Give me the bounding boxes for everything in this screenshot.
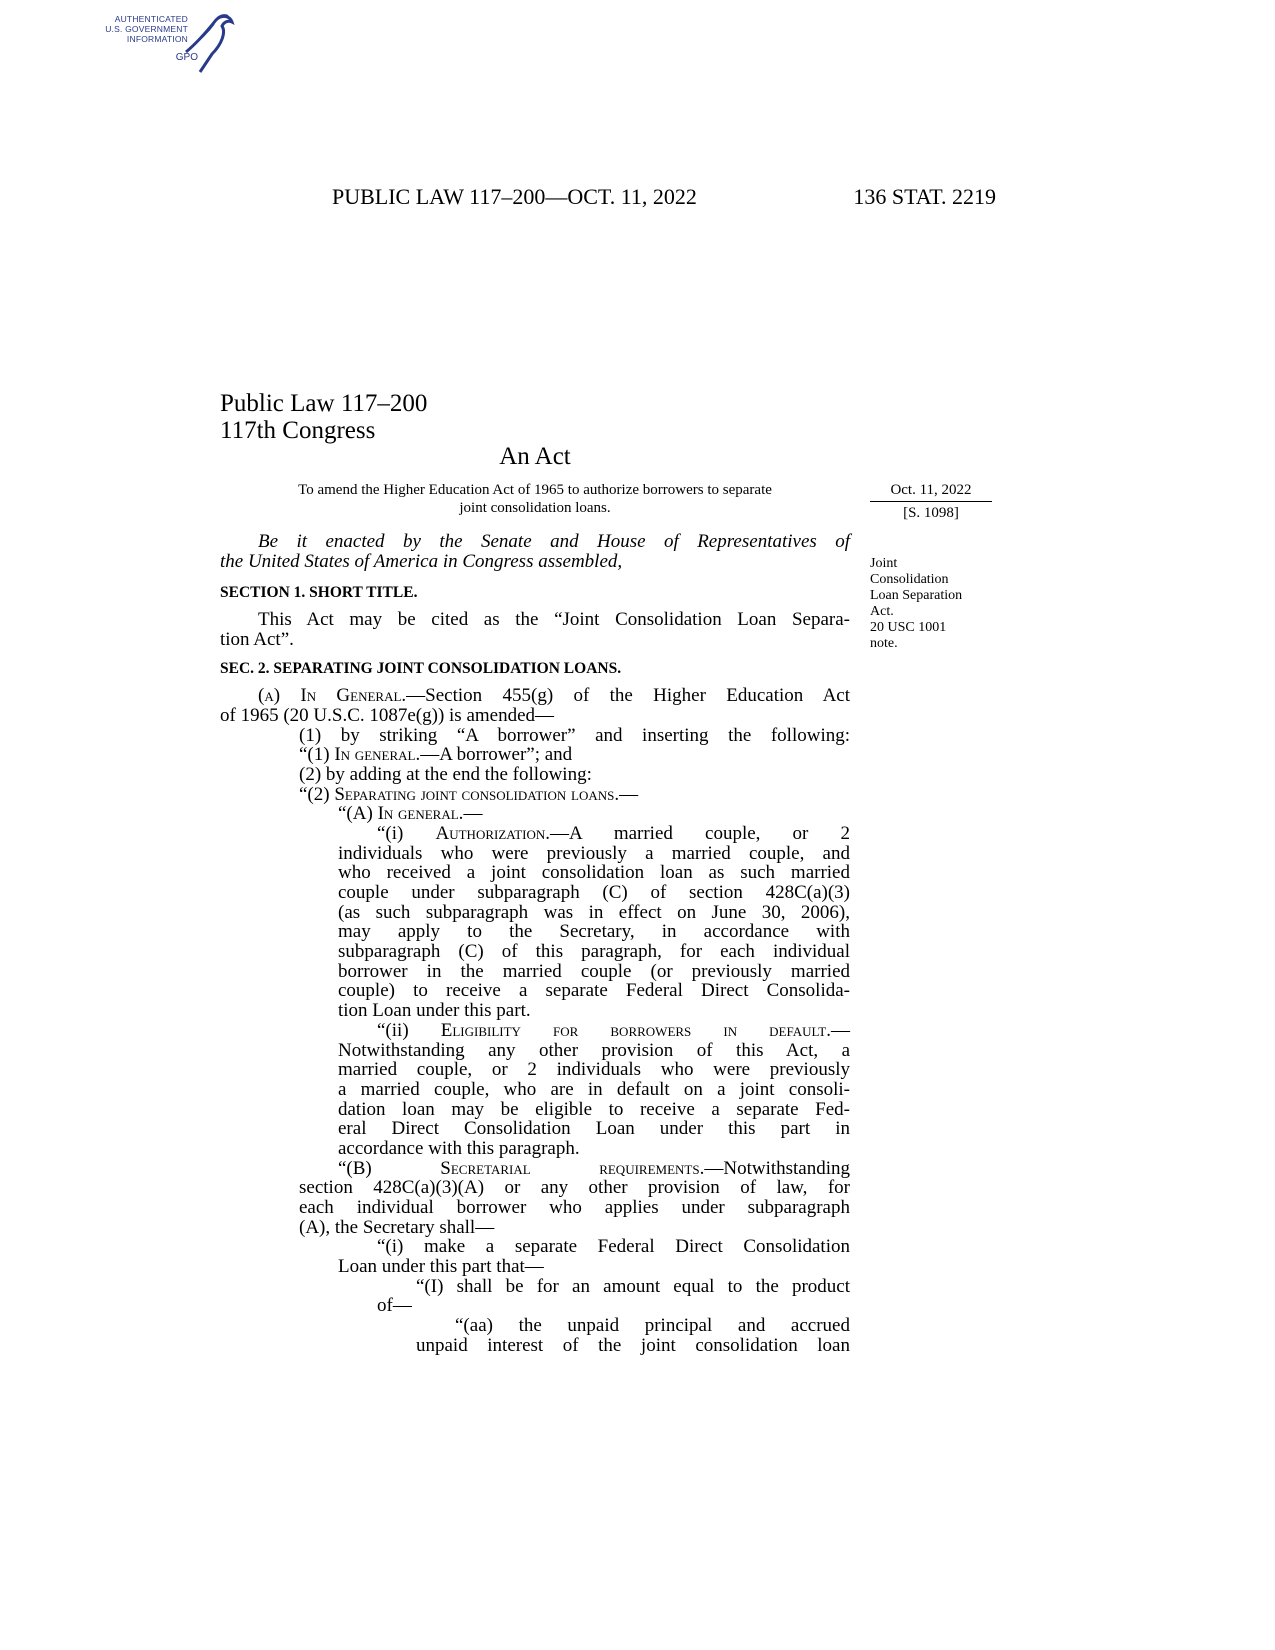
subparagraph-a-dash: — xyxy=(463,803,483,825)
clause-ii-line: dation loan may be eligible to receive a separate Fed- xyxy=(338,1098,850,1120)
margin-note-line: Joint xyxy=(870,556,898,571)
clause-i-heading: Authorization. xyxy=(435,822,551,844)
subparagraph-b-line-1 xyxy=(220,1159,850,1179)
gpo-authentication-seal xyxy=(88,8,238,78)
clause-ii-line: accordance with this paragraph. xyxy=(338,1137,580,1159)
subparagraph-a-heading: In general. xyxy=(377,803,464,825)
clause-ii-line: eral Direct Consolidation Loan under this part in xyxy=(338,1118,850,1140)
paragraph-2-line-1: (2) by adding at the end the following: xyxy=(299,763,592,785)
paragraph-2-heading: Separating joint consolidation loans. xyxy=(334,783,620,805)
enacting-clause-line-1: Be it enacted by the Senate and House of Representatives of xyxy=(258,531,850,552)
clause-ii-line: Notwithstanding any other provision of this Act, a xyxy=(338,1039,850,1061)
margin-note-line: Act. xyxy=(870,604,894,619)
paragraph-1-line-2 xyxy=(220,745,850,765)
subparagraph-b-number: “(B) xyxy=(338,1157,441,1179)
clause-ii-dash: — xyxy=(830,1019,850,1041)
subclause-I-line-1: “(I) shall be for an amount equal to the product xyxy=(416,1275,850,1297)
subsection-a-line-2: of 1965 (20 U.S.C. 1087e(g)) is amended— xyxy=(220,704,555,726)
clause-i-line-1 xyxy=(220,824,850,844)
margin-note-line: Consolidation xyxy=(870,572,949,587)
clause-i-line: couple under subparagraph (C) of section 428C(a)(3) xyxy=(338,882,850,903)
enactment-date-box xyxy=(870,481,992,522)
header-stat-page: 136 STAT. 2219 xyxy=(853,184,996,209)
section-1-line-1: This Act may be cited as the “Joint Consolidation Loan Separa- xyxy=(258,609,850,631)
congress-number: 117th Congress xyxy=(220,417,376,444)
item-aa-line-1: “(aa) the unpaid principal and accrued xyxy=(455,1315,850,1337)
margin-note-line: 20 USC 1001 xyxy=(870,620,947,635)
clause-i-line: individuals who were previously a married couple, and xyxy=(338,842,850,864)
paragraph-1-line-1: (1) by striking “A borrower” and inserting the following: xyxy=(299,724,850,746)
seal-acronym: GPO xyxy=(175,52,198,63)
header-citation: PUBLIC LAW 117–200—OCT. 11, 2022 xyxy=(332,184,697,209)
law-title-block xyxy=(220,390,427,444)
clause-i-line: tion Loan under this part. xyxy=(338,1000,531,1022)
bill-number: [S. 1098] xyxy=(903,505,959,521)
subparagraph-b-text: —Notwithstanding xyxy=(704,1157,851,1179)
section-1-heading: SECTION 1. SHORT TITLE. xyxy=(220,584,418,602)
paragraph-2-line-2 xyxy=(220,785,850,805)
act-body xyxy=(220,532,850,1356)
paragraph-1-text: —A borrower”; and xyxy=(420,744,573,766)
margin-note-line: note. xyxy=(870,636,898,651)
subclause-I-line-2: of— xyxy=(377,1295,412,1317)
clause-ii-line-1 xyxy=(220,1021,850,1041)
paragraph-1-number: “(1) xyxy=(299,744,335,766)
clause-i-line: (as such subparagraph was in effect on June 30, 2006), xyxy=(338,901,850,923)
section-1-line-2: tion Act”. xyxy=(220,628,294,650)
b-clause-i-line-1: “(i) make a separate Federal Direct Consolidation xyxy=(377,1236,850,1258)
subparagraph-b-line: (A), the Secretary shall— xyxy=(299,1216,495,1238)
act-heading: An Act xyxy=(499,443,571,470)
margin-note xyxy=(870,556,995,652)
running-header xyxy=(332,184,996,214)
paragraph-2-dash: — xyxy=(619,783,639,805)
purpose-line-2: joint consolidation loans. xyxy=(459,500,611,516)
public-law-number: Public Law 117–200 xyxy=(220,390,428,417)
clause-ii-heading: Eligibility for borrowers in default. xyxy=(440,1019,831,1041)
purpose-line-1: To amend the Higher Education Act of 1965 to authorize borrowers to separate xyxy=(298,482,772,498)
seal-line-1: AUTHENTICATED xyxy=(114,14,188,24)
enacting-clause-line-2: the United States of America in Congress assembled, xyxy=(220,550,623,572)
clause-ii-line: a married couple, who are in default on a joint consoli- xyxy=(338,1078,850,1100)
paragraph-1-heading: In general. xyxy=(334,744,421,766)
b-clause-i-line-2: Loan under this part that— xyxy=(338,1256,544,1278)
clause-i-line: couple) to receive a separate Federal Direct Consolida- xyxy=(338,980,850,1002)
section-2-heading: SEC. 2. SEPARATING JOINT CONSOLIDATION LOANS. xyxy=(220,660,622,678)
subparagraph-b-line: section 428C(a)(3)(A) or any other provision of law, for xyxy=(299,1177,850,1199)
subparagraph-b-line: each individual borrower who applies under subparagraph xyxy=(299,1197,850,1218)
seal-line-2: U.S. GOVERNMENT xyxy=(105,24,188,34)
clause-i-line: subparagraph (C) of this paragraph, for each individual xyxy=(338,941,850,963)
subparagraph-a-heading-line xyxy=(220,804,850,824)
subparagraph-b-heading: Secretarial requirements. xyxy=(440,1157,705,1179)
clause-i-line: who received a joint consolidation loan as such married xyxy=(338,862,850,884)
clause-i-line: borrower in the married couple (or previously married xyxy=(338,960,850,982)
clause-i-line: may apply to the Secretary, in accordance with xyxy=(338,921,850,943)
clause-i-number: “(i) xyxy=(377,822,436,844)
seal-line-3: INFORMATION xyxy=(126,34,188,44)
clause-i-text: —A married couple, or 2 xyxy=(550,822,850,844)
subsection-a-heading: (a) In General. xyxy=(258,685,407,707)
subparagraph-a-number: “(A) xyxy=(338,803,378,825)
eagle-icon xyxy=(178,12,238,78)
subsection-a-text: —Section 455(g) of the Higher Education Act xyxy=(406,685,851,707)
clause-ii-line: married couple, or 2 individuals who were previously xyxy=(338,1059,850,1081)
item-aa-line-2: unpaid interest of the joint consolidation loan xyxy=(416,1334,850,1356)
paragraph-2-number: “(2) xyxy=(299,783,335,805)
margin-note-line: Loan Separation xyxy=(870,588,963,603)
enactment-date: Oct. 11, 2022 xyxy=(870,481,992,502)
subsection-a-line-1 xyxy=(220,686,850,706)
act-purpose xyxy=(220,481,850,517)
clause-ii-number: “(ii) xyxy=(377,1019,441,1041)
